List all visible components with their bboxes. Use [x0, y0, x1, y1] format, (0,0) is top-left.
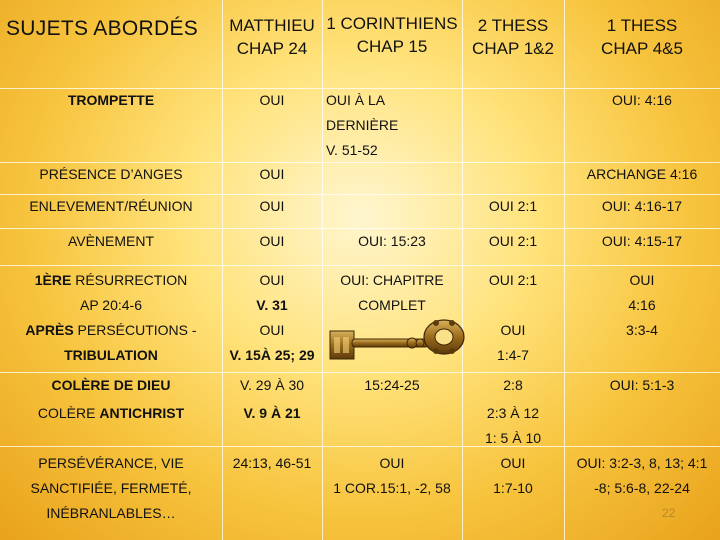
cell-avenement-2thess: OUI 2:1 — [488, 233, 538, 249]
page-number: 22 — [662, 506, 676, 520]
cell-perseverance-corinthiens — [322, 451, 462, 501]
label-text: COLÈRE — [37, 405, 100, 421]
header-matthieu — [222, 14, 322, 60]
header-2thess — [462, 14, 564, 60]
label-line: INÉBRANLABLES… — [46, 505, 176, 521]
cell-perseverance-1thess — [564, 451, 720, 501]
cell-colere-antichrist-2thess — [462, 401, 564, 451]
label-line: SANCTIFIÉE, FERMETÉ, — [30, 480, 192, 496]
cell-line: V. 15À 25; 29 — [229, 347, 315, 363]
header-matthieu-line1: MATTHIEU — [229, 16, 315, 35]
cell-trompette-corinthiens — [326, 88, 398, 163]
cell-resurrection-matthieu — [222, 268, 322, 368]
label-perseverance — [0, 451, 222, 526]
cell-line: 4:16 — [628, 297, 656, 313]
label-anges: PRÉSENCE D’ANGES — [39, 166, 183, 182]
cell-resurrection-corinthiens — [322, 268, 462, 318]
cell-trompette-1thess: OUI: 4:16 — [612, 92, 672, 108]
label-avenement: AVÈNEMENT — [67, 233, 155, 249]
cell-colere-antichrist-matthieu: V. 9 À 21 — [243, 405, 301, 421]
label-emphasis: APRÈS — [25, 322, 74, 338]
header-1thess-line1: 1 THESS — [606, 16, 678, 35]
table-title: SUJETS ABORDÉS — [6, 17, 199, 40]
cell-resurrection-2thess — [462, 268, 564, 368]
label-text: RÉSURRECTION — [71, 272, 188, 288]
header-corinthiens — [322, 12, 462, 58]
header-1thess-line2: CHAP 4&5 — [601, 39, 683, 58]
label-colere-dieu: COLÈRE DE DIEU — [51, 377, 171, 393]
cell-line: OUI 2:1 — [488, 272, 538, 288]
cell-trompette-matthieu: OUI — [259, 92, 285, 108]
label-resurrection-line1 — [0, 268, 222, 293]
cell-line: OUI — [629, 272, 655, 288]
label-emphasis: ANTICHRIST — [99, 405, 185, 421]
cell-line: 3:3-4 — [626, 322, 658, 338]
cell-line: 1 COR.15:1, -2, 58 — [333, 480, 451, 496]
label-emphasis: 1ÈRE — [34, 272, 72, 288]
header-corinthiens-line2: CHAP 15 — [356, 37, 428, 56]
label-colere-antichrist — [0, 401, 222, 426]
label-enlevement: ENLEVEMENT/RÉUNION — [29, 198, 193, 214]
cell-line: 1: 5 À 10 — [484, 430, 542, 446]
row-divider — [0, 265, 720, 266]
cell-anges-1thess: ARCHANGE 4:16 — [586, 166, 698, 182]
cell-line: OUI — [259, 322, 285, 338]
label-trompette: TROMPETTE — [67, 92, 155, 108]
cell-line: COMPLET — [358, 297, 426, 313]
cell-avenement-1thess: OUI: 4:15-17 — [601, 233, 683, 249]
cell-line: V. 31 — [256, 297, 288, 313]
cell-line: OUI — [259, 272, 285, 288]
cell-line: OUI: CHAPITRE — [340, 272, 444, 288]
cell-line: 2:3 À 12 — [486, 405, 540, 421]
cell-colere-dieu-1thess: OUI: 5:1-3 — [609, 377, 675, 393]
header-2thess-line2: CHAP 1&2 — [472, 39, 554, 58]
cell-colere-dieu-matthieu: V. 29 À 30 — [239, 377, 305, 393]
header-2thess-line1: 2 THESS — [477, 16, 549, 35]
cell-line: 1:7-10 — [493, 480, 533, 496]
row-divider — [0, 446, 720, 447]
cell-enlevement-2thess: OUI 2:1 — [488, 198, 538, 214]
cell-avenement-matthieu: OUI — [259, 233, 285, 249]
cell-line: OUI — [500, 455, 526, 471]
header-1thess — [564, 14, 720, 60]
cell-line: -8; 5:6-8, 22-24 — [594, 480, 690, 496]
cell-line: OUI: 3:2-3, 8, 13; 4:1 — [576, 455, 708, 471]
key-icon — [326, 315, 468, 367]
label-resurrection — [0, 268, 222, 368]
cell-colere-dieu-corinthiens: 15:24-25 — [364, 377, 420, 393]
cell-perseverance-matthieu: 24:13, 46-51 — [232, 455, 312, 471]
cell-resurrection-1thess — [564, 268, 720, 343]
cell-enlevement-matthieu: OUI — [259, 198, 285, 214]
label-resurrection-line3 — [0, 318, 222, 343]
cell-enlevement-1thess: OUI: 4:16-17 — [601, 198, 683, 214]
cell-avenement-corinthiens: OUI: 15:23 — [358, 233, 426, 249]
label-line: PERSÉVÉRANCE, VIE — [38, 455, 184, 471]
label-text: PERSÉCUTIONS - — [73, 322, 197, 338]
cell-line: OUI — [379, 455, 405, 471]
cell-line: V. 51-52 — [326, 142, 378, 158]
cell-line: 1:4-7 — [497, 347, 529, 363]
cell-line: OUI — [500, 322, 526, 338]
label-resurrection-line2: AP 20:4-6 — [79, 297, 142, 313]
cell-colere-dieu-2thess: 2:8 — [503, 377, 523, 393]
cell-anges-matthieu: OUI — [259, 166, 285, 182]
cell-line: OUI À LA — [326, 92, 386, 108]
cell-perseverance-2thess — [462, 451, 564, 501]
label-resurrection-line4: TRIBULATION — [64, 347, 158, 363]
header-corinthiens-line1: 1 CORINTHIENS — [326, 14, 458, 33]
header-matthieu-line2: CHAP 24 — [236, 39, 308, 58]
cell-line: DERNIÈRE — [326, 117, 399, 133]
